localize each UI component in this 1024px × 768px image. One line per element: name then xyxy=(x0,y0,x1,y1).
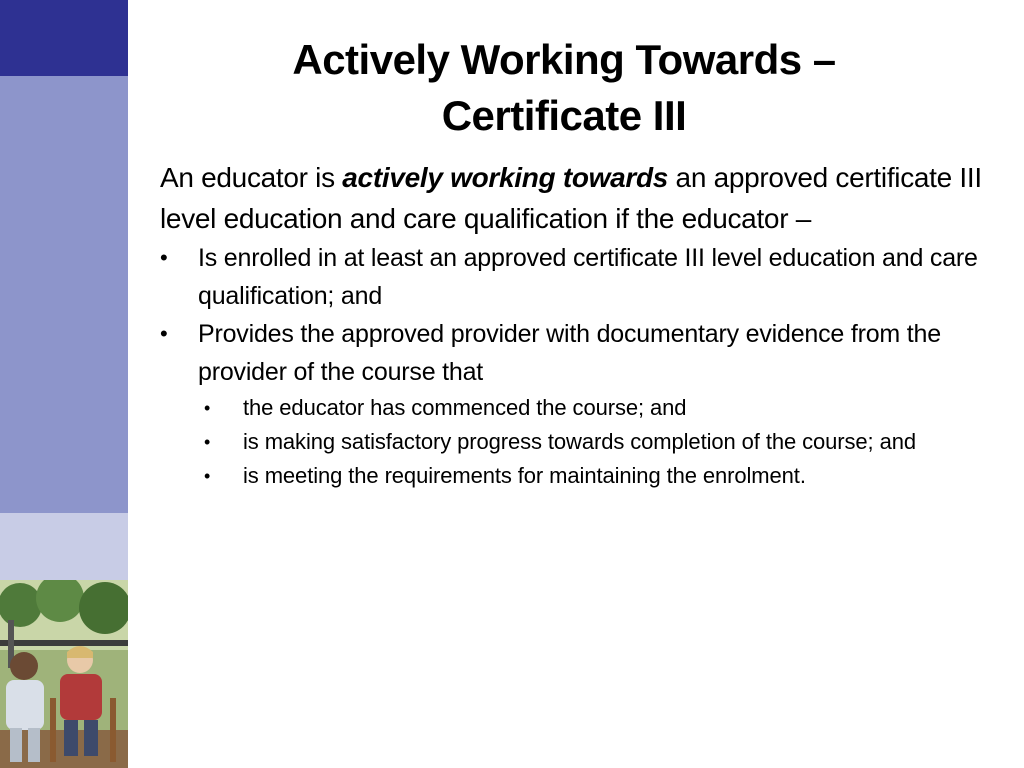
intro-prefix: An educator is xyxy=(160,162,343,193)
bullet-icon: • xyxy=(160,245,168,270)
sub-bullet-item xyxy=(204,391,1005,425)
intro-suffix: an approved certificate III level education and care qualification if the educator – xyxy=(160,162,982,234)
intro-paragraph xyxy=(160,157,1005,239)
title-line-1: Actively Working Towards – xyxy=(292,36,836,83)
intro-emphasis: actively working towards xyxy=(342,162,669,193)
sub-bullet-text: is meeting the requirements for maintaining the enrolment. xyxy=(243,463,806,488)
slide-title xyxy=(200,32,928,144)
title-line-2: Certificate III xyxy=(441,92,687,139)
sub-bullet-item xyxy=(204,459,1005,493)
bullet-text: Provides the approved provider with documentary evidence from the provider of the course that xyxy=(198,320,941,386)
bullet-item xyxy=(160,239,1005,315)
left-band-dark xyxy=(0,0,128,76)
sub-bullet-item xyxy=(204,425,1005,459)
slide-body xyxy=(160,157,1005,493)
sub-bullet-text: is making satisfactory progress towards completion of the course; and xyxy=(243,429,916,454)
bullet-icon: • xyxy=(160,321,168,346)
sub-bullet-text: the educator has commenced the course; and xyxy=(243,395,687,420)
left-band-light xyxy=(0,513,128,580)
sub-bullet-list xyxy=(198,391,1005,493)
sub-bullet-icon: • xyxy=(204,432,211,452)
sub-bullet-icon: • xyxy=(204,466,211,486)
bullet-text: Is enrolled in at least an approved certificate III level education and care qualification; and xyxy=(198,244,978,310)
bullet-list xyxy=(160,239,1005,493)
sub-bullet-icon: • xyxy=(204,398,211,418)
left-band-mid xyxy=(0,76,128,513)
bullet-item xyxy=(160,315,1005,493)
children-photo xyxy=(0,580,128,768)
